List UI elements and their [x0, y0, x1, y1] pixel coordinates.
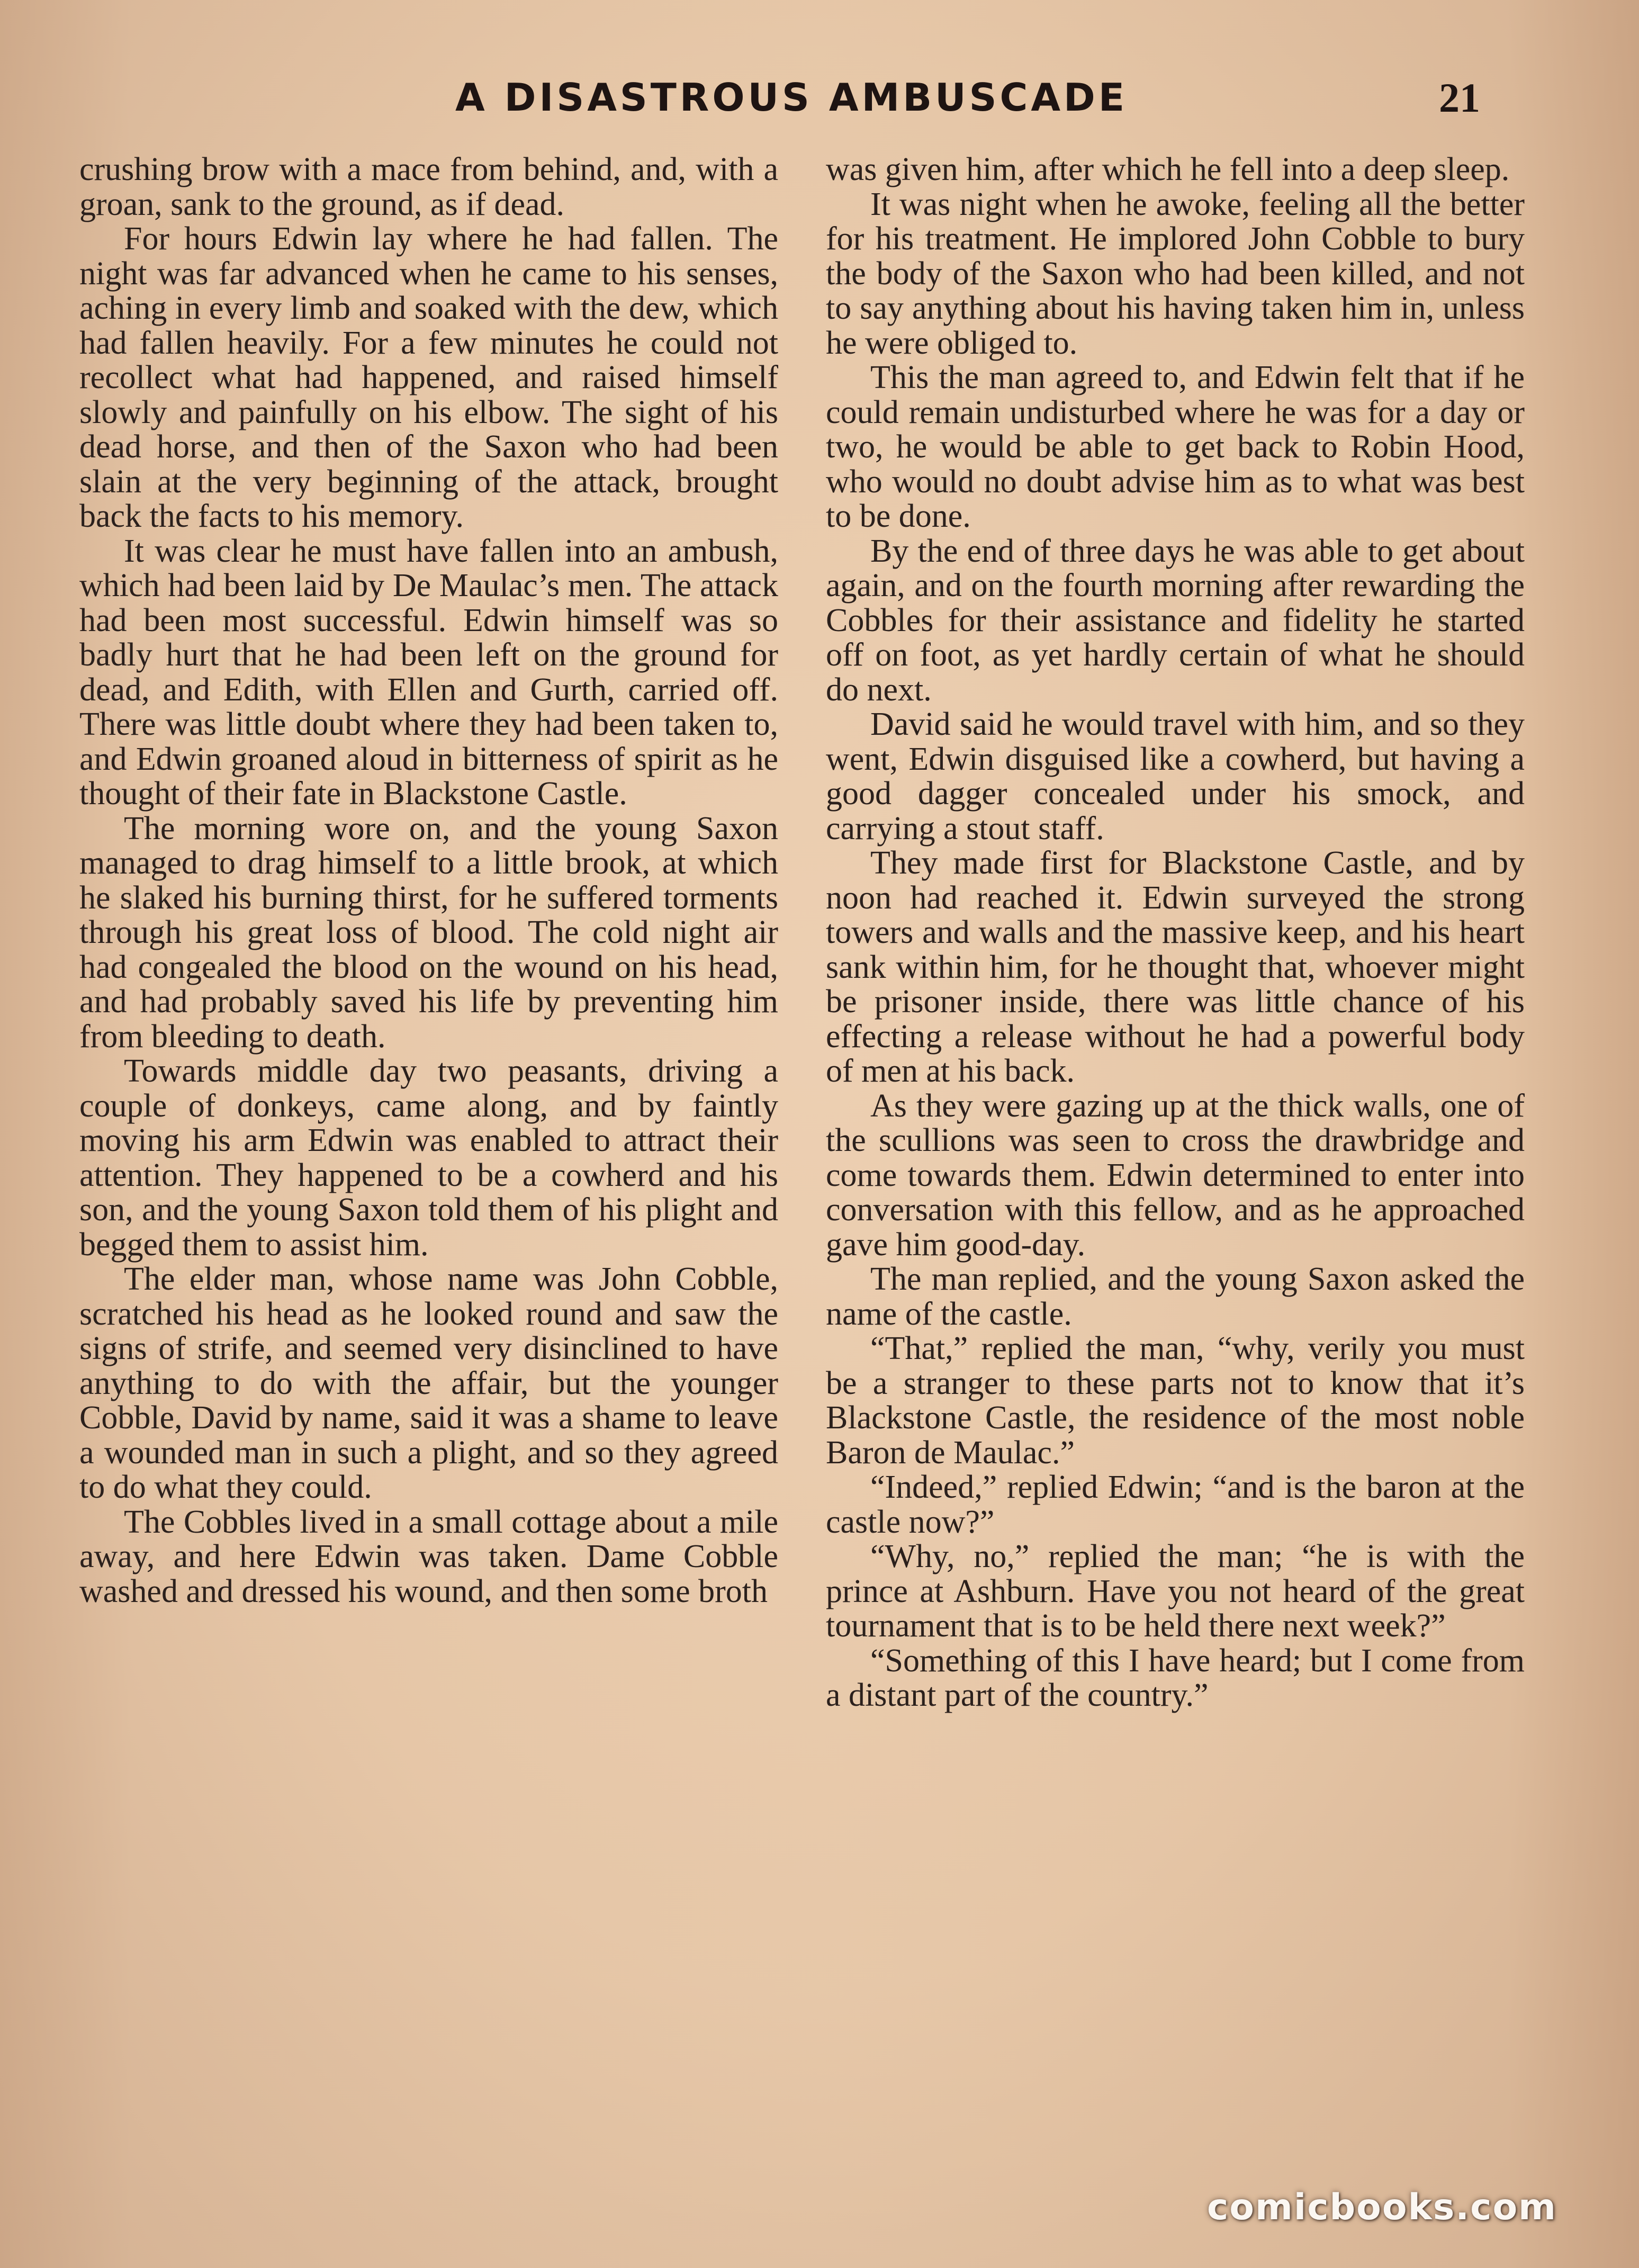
paragraph: “Why, no,” replied the man; “he is with the prince at Ashburn. Have you not heard of the great tournament that is to be held there next week?”	[826, 1538, 1525, 1644]
paragraph: The elder man, whose name was John Cobble, scratched his head as he looked round and saw the signs of strife, and seemed very disinclined to have anything to do with the affair, but the younger Cobble, David by name, said it was a shame to leave a wounded man in such a plight, and so they agreed to do what they could.	[79, 1261, 778, 1505]
paragraph: was given him, after which he fell into a deep sleep.	[826, 151, 1510, 187]
paragraph: It was clear he must have fallen into an ambush, which had been laid by De Maulac’s men. The attack had been most successful. Edwin himself was so badly hurt that he had been left on the ground for dead, and Edith, with Ellen and Gurth, carried off. There was little doubt where they had been taken to, and Edwin groaned aloud in bitterness of spirit as he thought of their fate in Blackstone Castle.	[79, 533, 778, 812]
paragraph: The morning wore on, and the young Saxon managed to drag himself to a little brook, at which he slaked his burning thirst, for he suffered torments through his great loss of blood. The cold night air had congealed the blood on the wound on his head, and had probably saved his life by preventing him from bleeding to death.	[79, 810, 778, 1055]
paragraph: This the man agreed to, and Edwin felt that if he could remain undisturbed where he was for a day or two, he would be able to get back to Robin Hood, who would no doubt advise him as to what was best to be done.	[826, 359, 1525, 534]
paragraph: “Indeed,” replied Edwin; “and is the baron at the castle now?”	[826, 1469, 1525, 1540]
left-column	[79, 152, 778, 1609]
paragraph: They made first for Blackstone Castle, and by noon had reached it. Edwin surveyed the strong towers and walls and the massive keep, and his heart sank within him, for he thought that, whoever might be prisoner inside, there was little chance of his effecting a release without he had a powerful body of men at his back.	[826, 845, 1525, 1089]
running-title: A DISASTROUS AMBUSCADE	[455, 75, 1128, 120]
paragraph: For hours Edwin lay where he had fallen. The night was far advanced when he came to his senses, aching in every limb and soaked with the dew, which had fallen heavily. For a few minutes he could not recollect what had happened, and raised himself slowly and painfully on his elbow. The sight of his dead horse, and then of the Saxon who had been slain at the very beginning of the attack, brought back the facts to his memory.	[79, 221, 778, 534]
paragraph: As they were gazing up at the thick walls, one of the scullions was seen to cross the drawbridge and come towards them. Edwin determined to enter into conversation with this fellow, and as he approached gave him good-day.	[826, 1087, 1525, 1263]
paragraph: The Cobbles lived in a small cottage about a mile away, and here Edwin was taken. Dame Cobble washed and dressed his wound, and then some broth	[79, 1504, 778, 1609]
site-watermark: comicbooks.com	[1207, 2186, 1557, 2228]
paragraph: “Something of this I have heard; but I come from a distant part of the country.”	[826, 1642, 1525, 1713]
right-column	[826, 152, 1525, 1713]
paragraph: By the end of three days he was able to get about again, and on the fourth morning after rewarding the Cobbles for their assistance and fidelity he started off on foot, as yet hardly certain of what he should do next.	[826, 533, 1525, 708]
paragraph: Towards middle day two peasants, driving a couple of donkeys, came along, and by faintly moving his arm Edwin was enabled to attract their attention. They happened to be a cowherd and his son, and the young Saxon told them of his plight and begged them to assist him.	[79, 1053, 778, 1263]
paragraph: It was night when he awoke, feeling all the better for his treatment. He implored John Cobble to bury the body of the Saxon who had been killed, and not to say anything about his having taken him in, unless he were obliged to.	[826, 186, 1525, 361]
paragraph: crushing brow with a mace from behind, and, with a groan, sank to the ground, as if dead.	[79, 151, 778, 222]
paragraph: The man replied, and the young Saxon asked the name of the castle.	[826, 1261, 1525, 1332]
paragraph: David said he would travel with him, and so they went, Edwin disguised like a cowherd, but having a good dagger concealed under his smock, and carrying a stout staff.	[826, 706, 1525, 847]
page-header	[0, 70, 1639, 128]
page-number: 21	[1439, 75, 1480, 121]
paragraph: “That,” replied the man, “why, verily you must be a stranger to these parts not to know that it’s Blackstone Castle, the residence of the most noble Baron de Maulac.”	[826, 1330, 1525, 1471]
